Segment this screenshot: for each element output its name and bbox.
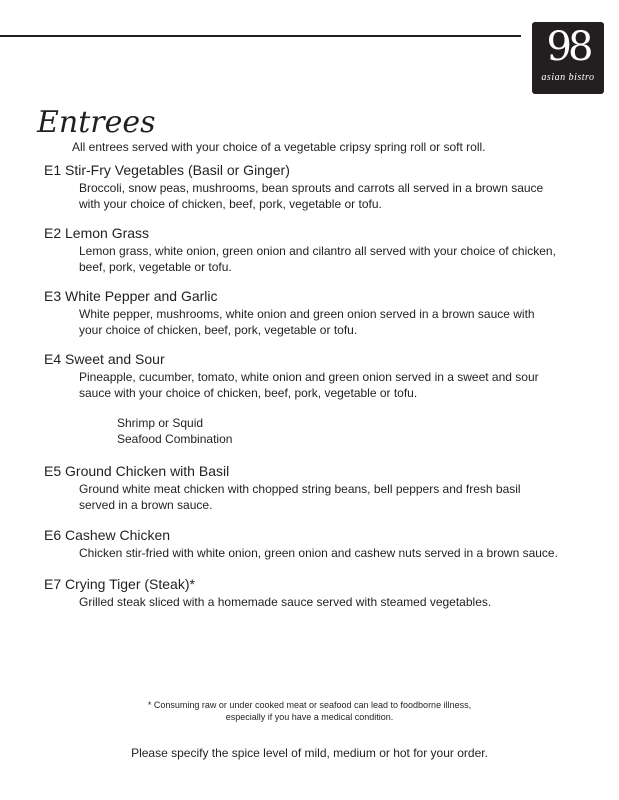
- item-description-line: served in a brown sauce.: [79, 498, 213, 512]
- item-description-line: Lemon grass, white onion, green onion and cilantro all served with your choice of chicken,: [79, 244, 556, 258]
- page-title: Entrees: [37, 105, 156, 140]
- item-description-line: sauce with your choice of chicken, beef, pork, vegetable or tofu.: [79, 386, 418, 400]
- menu-item-e4: [44, 349, 589, 447]
- item-description: [79, 594, 589, 610]
- menu-item-e1: [44, 160, 589, 212]
- item-description: [79, 180, 589, 212]
- item-description-line: with your choice of chicken, beef, pork, vegetable or tofu.: [79, 197, 382, 211]
- menu-item-e6: [44, 525, 589, 561]
- item-options: [117, 415, 589, 447]
- item-title: E3 White Pepper and Garlic: [44, 288, 218, 304]
- item-title: E1 Stir-Fry Vegetables (Basil or Ginger): [44, 162, 290, 178]
- menu-items: [44, 160, 589, 610]
- item-title: E6 Cashew Chicken: [44, 527, 171, 543]
- menu-item-e5: [44, 461, 589, 513]
- item-title: E7 Crying Tiger (Steak)*: [44, 576, 195, 592]
- item-description-line: Pineapple, cucumber, tomato, white onion and green onion served in a sweet and sour: [79, 370, 539, 384]
- item-description-line: beef, pork, vegetable or tofu.: [79, 260, 232, 274]
- disclaimer-line: * Consuming raw or under cooked meat or seafood can lead to foodborne illness,: [147, 700, 472, 710]
- item-option: Seafood Combination: [117, 432, 233, 446]
- header-divider: [0, 35, 521, 37]
- item-option: Shrimp or Squid: [117, 416, 204, 430]
- spice-level-note: Please specify the spice level of mild, medium or hot for your order.: [131, 746, 488, 760]
- item-description: [79, 369, 589, 401]
- intro-text: All entrees served with your choice of a vegetable cripsy spring roll or soft roll.: [72, 140, 486, 154]
- item-description-line: Broccoli, snow peas, mushrooms, bean sprouts and carrots all served in a brown sauce: [79, 181, 544, 195]
- item-description: [79, 481, 589, 513]
- logo-tagline: asian bistro: [541, 72, 595, 83]
- item-title: E2 Lemon Grass: [44, 225, 150, 241]
- item-description-line: Grilled steak sliced with a homemade sauce served with steamed vegetables.: [79, 595, 492, 609]
- menu-item-e7: [44, 574, 589, 610]
- item-description: [79, 306, 589, 338]
- disclaimer-line: especially if you have a medical condition.: [225, 712, 394, 722]
- item-description: [79, 545, 589, 561]
- restaurant-logo: [532, 22, 604, 94]
- logo-number: 98: [546, 24, 590, 70]
- item-description: [79, 243, 589, 275]
- item-description-line: White pepper, mushrooms, white onion and green onion served in a brown sauce with: [79, 307, 535, 321]
- item-title: E5 Ground Chicken with Basil: [44, 463, 230, 479]
- item-description-line: Chicken stir-fried with white onion, green onion and cashew nuts served in a brown sauce.: [79, 546, 558, 560]
- menu-item-e3: [44, 286, 589, 338]
- item-title: E4 Sweet and Sour: [44, 351, 165, 367]
- menu-item-e2: [44, 223, 589, 275]
- item-description-line: your choice of chicken, beef, pork, vegetable or tofu.: [79, 323, 358, 337]
- item-description-line: Ground white meat chicken with chopped string beans, bell peppers and fresh basil: [79, 482, 521, 496]
- health-disclaimer: [0, 699, 619, 723]
